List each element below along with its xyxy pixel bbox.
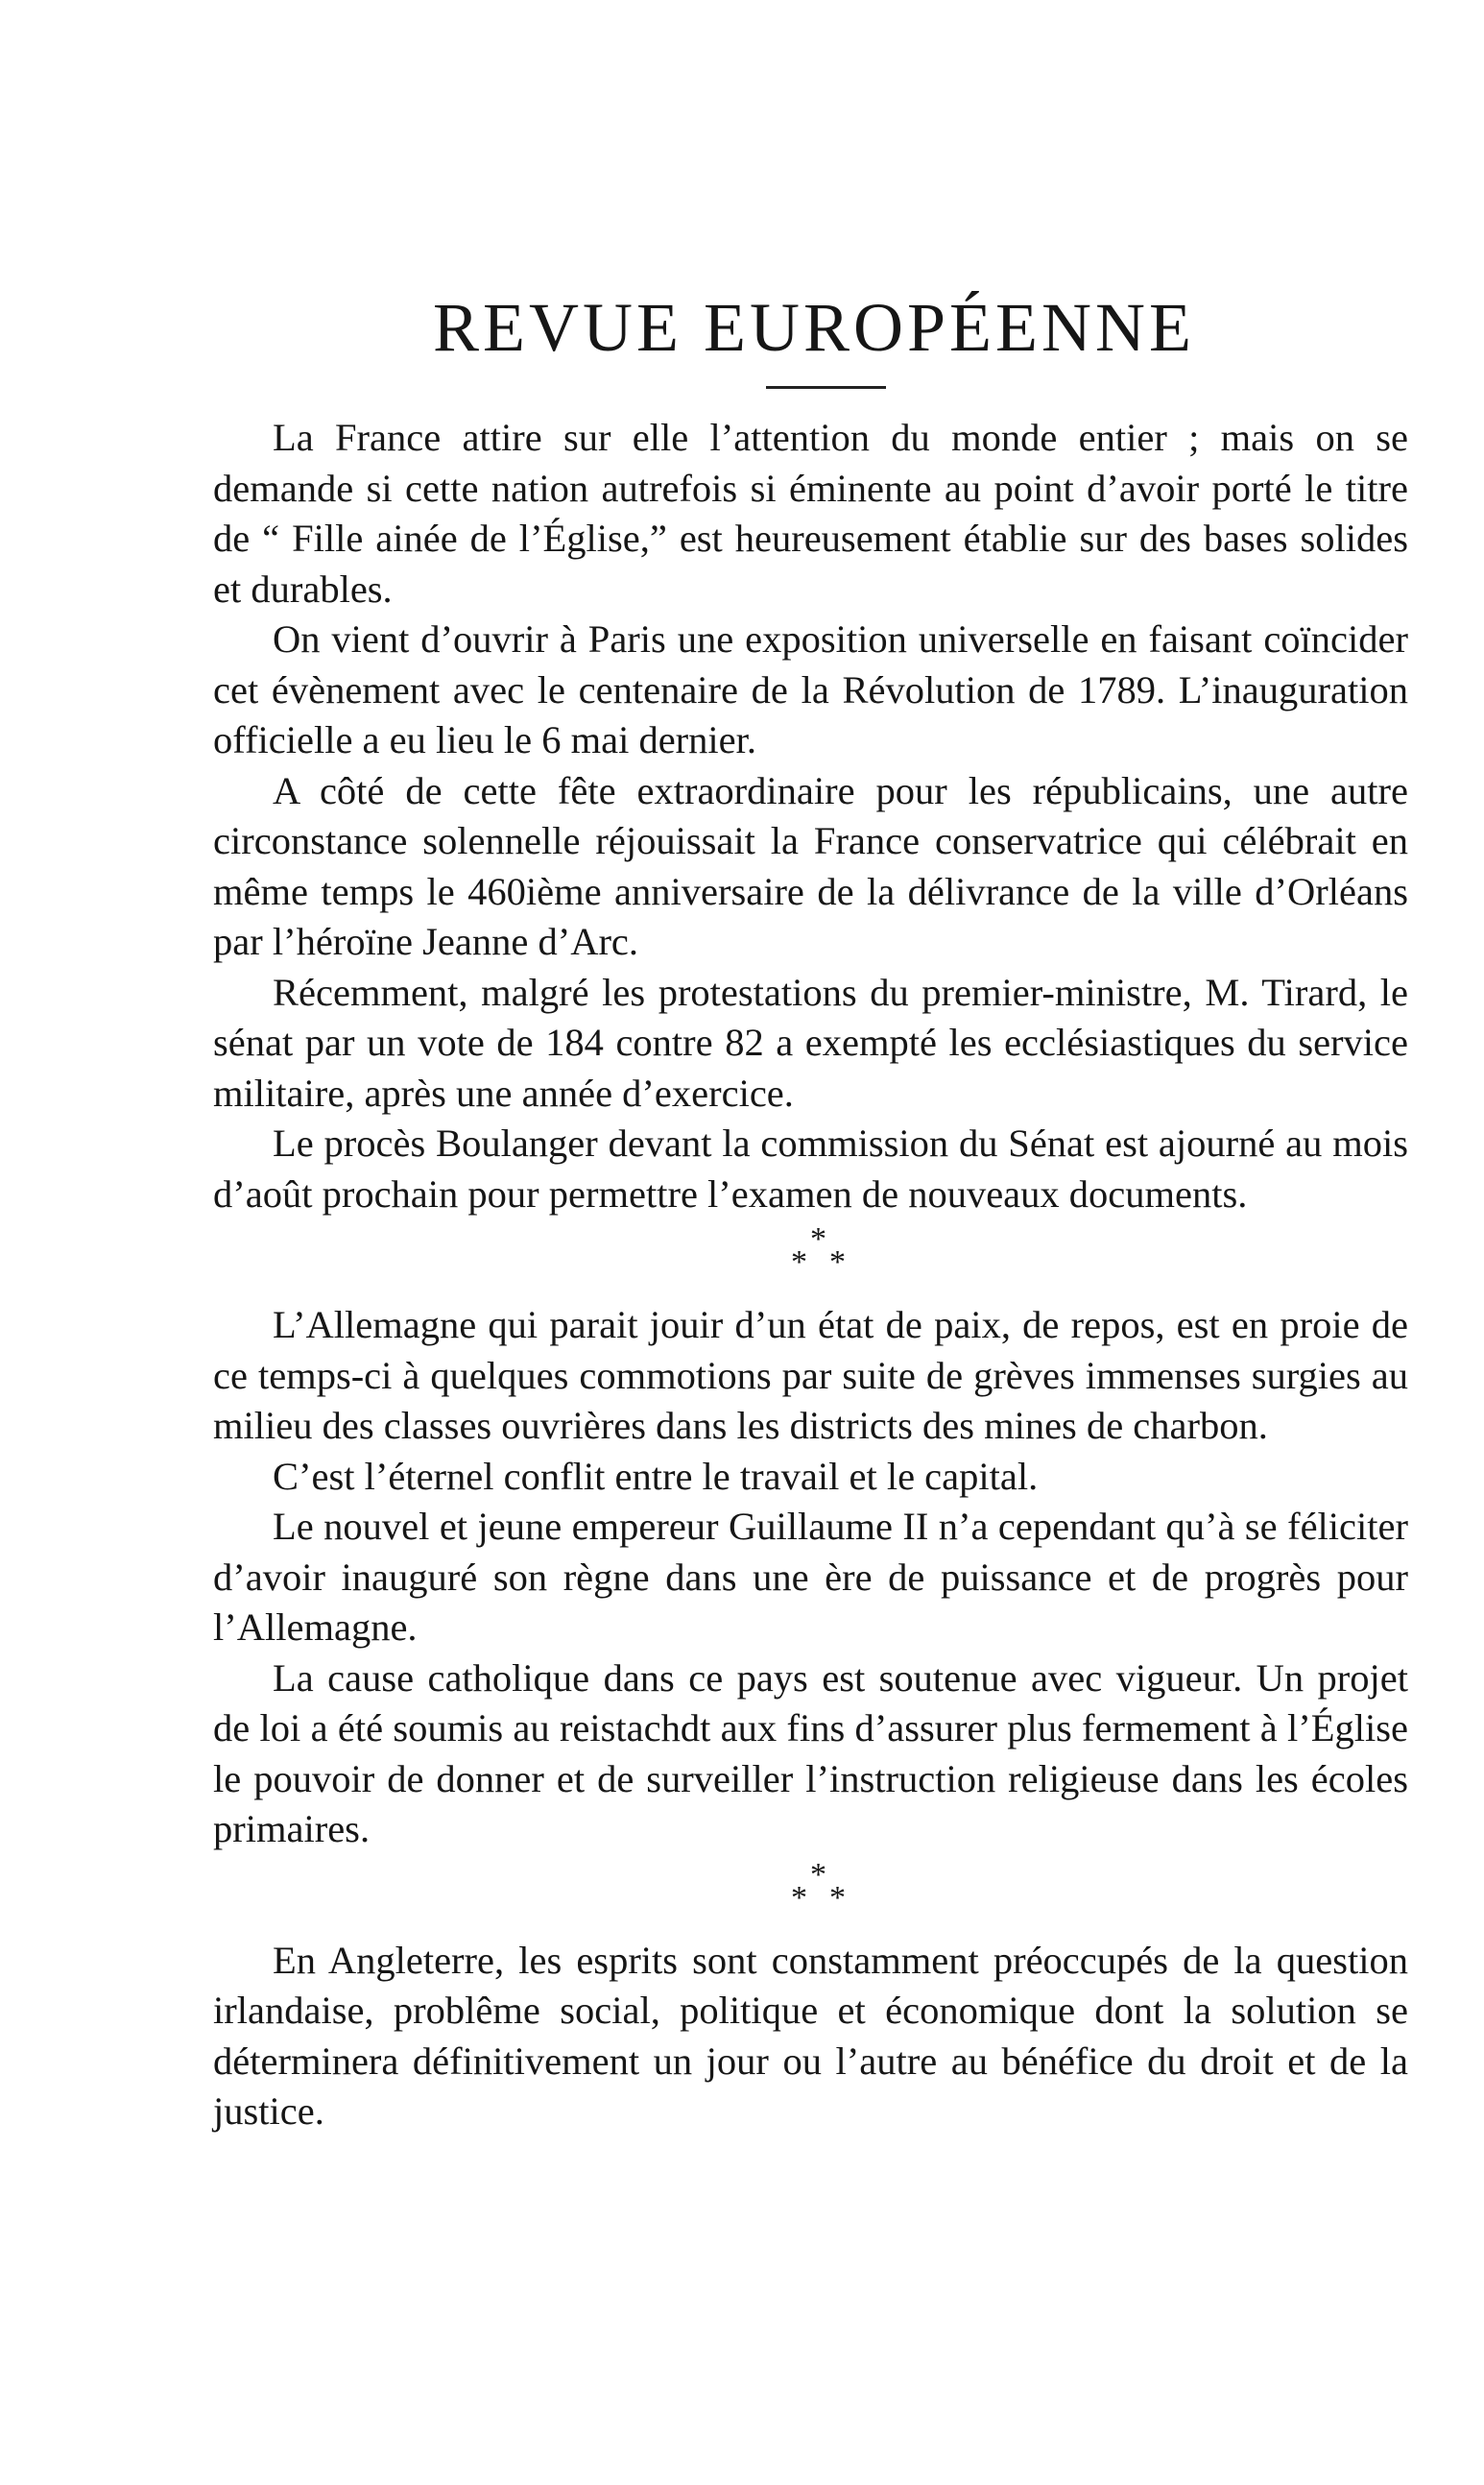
paragraph-allemagne-4: La cause catholique dans ce pays est soutenue avec vigueur. Un projet de loi a été soumis au reistachdt aux fins d’assurer plus fermement à l’Église le pouvoir de donner et de surveiller l’instruction religieuse dans les écoles primaires. bbox=[213, 1655, 1408, 1850]
paragraph-france-5: Le procès Boulanger devant la commission du Sénat est ajourné au mois d’août prochain pour permettre l’examen de nouveaux documents. bbox=[213, 1122, 1408, 1216]
asterism-icon: * * * bbox=[791, 1221, 846, 1280]
paragraph-allemagne-1: L’Allemagne qui parait jouir d’un état de paix, de repos, est en proie de ce temps-ci à quelques commotions par suite de grèves immenses surgies au milieu des classes ouvrières dans les districts des mines de charbon. bbox=[213, 1303, 1408, 1447]
section-separator-2 bbox=[213, 1855, 1408, 1936]
paragraph-allemagne-3: Le nouvel et jeune empereur Guillaume II n’a cependant qu’à se féliciter d’avoir inauguré son règne dans une ère de puissance et de progrès pour l’Allemagne. bbox=[213, 1505, 1408, 1649]
paragraph-france-1: La France attire sur elle l’attention du monde entier ; mais on se demande si cette nation autrefois si éminente au point d’avoir porté le titre de “ Fille ainée de l’Église,” est heureusement établie sur des bases solides et durables. bbox=[213, 416, 1408, 611]
asterism-icon: * * * bbox=[791, 1856, 846, 1916]
paragraph-allemagne-2: C’est l’éternel conflit entre le travail et le capital. bbox=[273, 1454, 1039, 1498]
paragraph-angleterre-1: En Angleterre, les esprits sont constamment préoccupés de la question irlandaise, problême social, politique et économique dont la solution se déterminera définitivement un jour ou l’autre au bénéfice du droit et de la justice. bbox=[213, 1938, 1408, 2133]
article-body bbox=[213, 413, 1408, 2137]
paragraph-france-3: A côté de cette fête extraordinaire pour les républicains, une autre circonstance solennelle réjouissait la France conservatrice qui célébrait en même temps le 460ième anniversaire de la délivrance de la ville d’Orléans par l’héroïne Jeanne d’Arc. bbox=[213, 768, 1408, 963]
section-separator-1 bbox=[213, 1219, 1408, 1300]
title-rule bbox=[766, 386, 886, 389]
page-title: REVUE EUROPÉENNE bbox=[433, 289, 1195, 366]
paragraph-france-2: On vient d’ouvrir à Paris une exposition universelle en faisant coïncider cet évènement avec le centenaire de la Révolution de 1789. L’inauguration officielle a eu lieu le 6 mai dernier. bbox=[213, 617, 1408, 761]
paragraph-france-4: Récemment, malgré les protestations du premier-ministre, M. Tirard, le sénat par un vote de 184 contre 82 a exempté les ecclésiastiques du service militaire, après une année d’exercice. bbox=[213, 970, 1408, 1115]
